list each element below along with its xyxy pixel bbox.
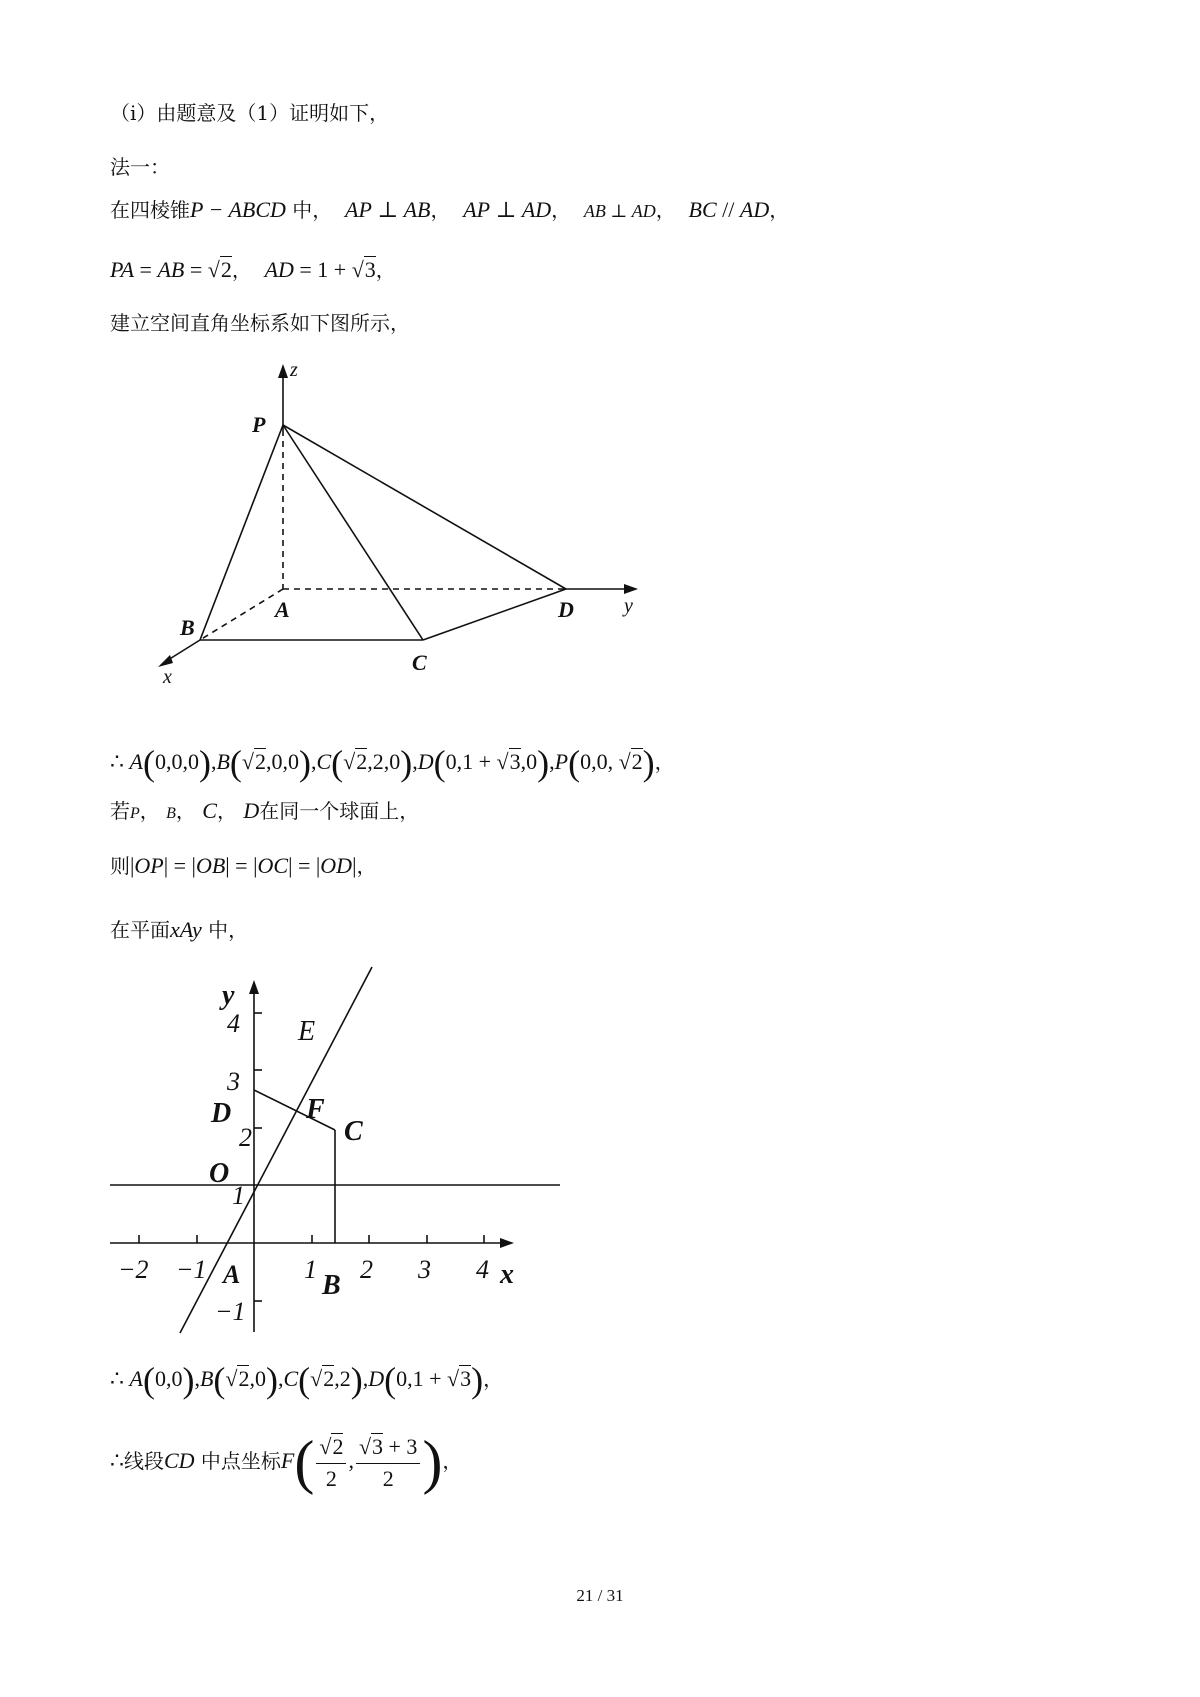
point-label-A: A [275, 597, 290, 622]
point-label-O: O [209, 1158, 230, 1189]
x-tick-label: 1 [304, 1255, 317, 1284]
point-label-P: P [252, 412, 266, 437]
point-label-C: C [344, 1116, 363, 1147]
axis-label-x: x [500, 1259, 514, 1290]
point-label-D: D [211, 1098, 232, 1129]
axis-label-y: y [624, 595, 633, 617]
figure-plane-xay [108, 965, 568, 1343]
y-tick-label: 4 [227, 1009, 240, 1038]
text-line-5: 建立空间直角坐标系如下图所示， [110, 311, 410, 335]
x-tick-label: −1 [176, 1255, 207, 1284]
text-line-3: 在四棱锥P − ABCD 中， AP ⊥ AB， AP ⊥ AD， AB ⊥ AD， BC // AD， [110, 197, 790, 222]
text-line-9: 在平面xAy 中， [110, 917, 249, 942]
point-label-F: F [306, 1094, 325, 1125]
text-line-7: 若P， B， C， D在同一个球面上， [110, 798, 420, 823]
point-label-D: D [558, 597, 574, 622]
point-label-B: B [180, 615, 195, 640]
y-tick-label: 3 [227, 1067, 240, 1096]
axis-label-z: z [290, 359, 298, 381]
text-line-4: PA = AB = √2， AD = 1 + √3， [110, 257, 396, 282]
text-line-10-coordinates: ∴ A(0,0),B(√2,0),C(√2,2),D(0,1 + √3)， [110, 1360, 504, 1400]
y-tick-label: 1 [232, 1181, 245, 1210]
text-line-1: （i）由题意及（1）证明如下， [110, 101, 390, 125]
point-label-E: E [298, 1016, 316, 1047]
x-tick-label: 2 [360, 1255, 373, 1284]
y-tick-label: 2 [239, 1123, 252, 1152]
x-tick-label: 4 [476, 1255, 489, 1284]
point-label-A: A [223, 1260, 241, 1289]
text-line-11-midpoint: ∴线段CD 中点坐标F( $\frac{√2}{2}$ , $\frac{√3 + 3}{2}$ )， [110, 1429, 463, 1495]
y-tick-label: −1 [215, 1297, 246, 1326]
axis-label-x: x [163, 666, 172, 685]
point-label-C: C [412, 650, 427, 675]
page-number: 21 / 31 [576, 1586, 624, 1605]
figure-3d-pyramid [140, 355, 660, 685]
x-tick-label: 3 [418, 1255, 431, 1284]
text-line-6-coordinates: ∴ A(0,0,0),B(√2,0,0),C(√2,2,0),D(0,1 + √3,0),P(0,0, √2)， [110, 743, 675, 783]
axis-label-y: y [222, 980, 235, 1011]
point-label-B: B [322, 1270, 341, 1301]
text-line-2: 法一： [110, 155, 170, 179]
x-tick-label: −2 [118, 1255, 149, 1284]
text-line-8: 则|OP| = |OB| = |OC| = |OD|， [110, 853, 377, 878]
